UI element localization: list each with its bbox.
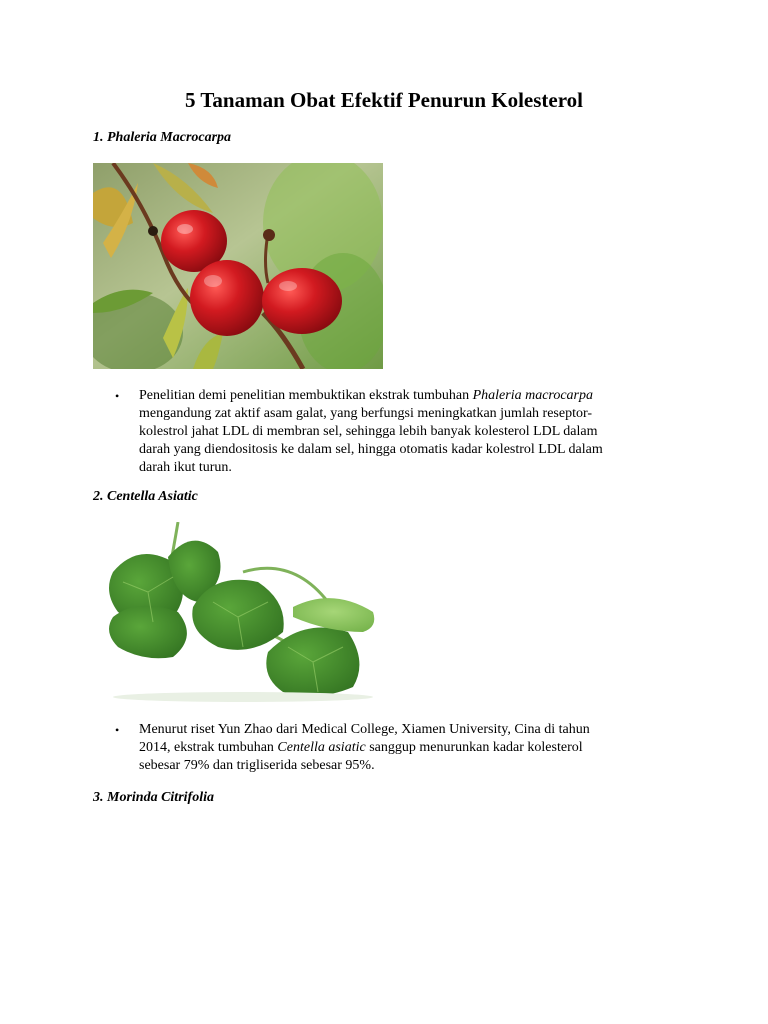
bullet-line: darah yang diendositosis ke dalam sel, hingga otomatis kadar kolestrol LDL dalam xyxy=(139,442,603,457)
bullet-line: mengandung zat aktif asam galat, yang berfungsi meningkatkan jumlah reseptor- xyxy=(139,406,593,421)
page-title: 5 Tanaman Obat Efektif Penurun Kolesterol xyxy=(184,88,584,112)
bullet-marker: • xyxy=(115,389,120,403)
bullet-line: 2014, ekstrak tumbuhan Centella asiatic sanggup menurunkan kadar kolesterol xyxy=(139,740,583,755)
bullet-centella xyxy=(115,721,675,775)
bullet-line: kolestrol jahat LDL di membran sel, sehingga lebih banyak kolesterol LDL dalam xyxy=(139,424,598,439)
bullet-marker: • xyxy=(115,723,120,737)
bullet-text-phaleria xyxy=(139,387,675,477)
bullet-text-centella xyxy=(139,721,675,775)
bullet-line: sebesar 79% dan trigliserida sebesar 95%. xyxy=(139,758,375,773)
section-heading-phaleria: 1. Phaleria Macrocarpa xyxy=(93,130,232,145)
section-heading-centella: 2. Centella Asiatic xyxy=(93,489,198,504)
phaleria-fruit-image xyxy=(93,163,383,369)
bullet-line: Penelitian demi penelitian membuktikan ekstrak tumbuhan Phaleria macrocarpa xyxy=(139,388,594,403)
bullet-line: Menurut riset Yun Zhao dari Medical College, Xiamen University, Cina di tahun xyxy=(139,722,590,737)
section-heading-morinda: 3. Morinda Citrifolia xyxy=(93,790,214,805)
centella-leaves-image xyxy=(93,522,383,702)
bullet-phaleria xyxy=(115,387,675,477)
bullet-line: darah ikut turun. xyxy=(139,460,232,475)
